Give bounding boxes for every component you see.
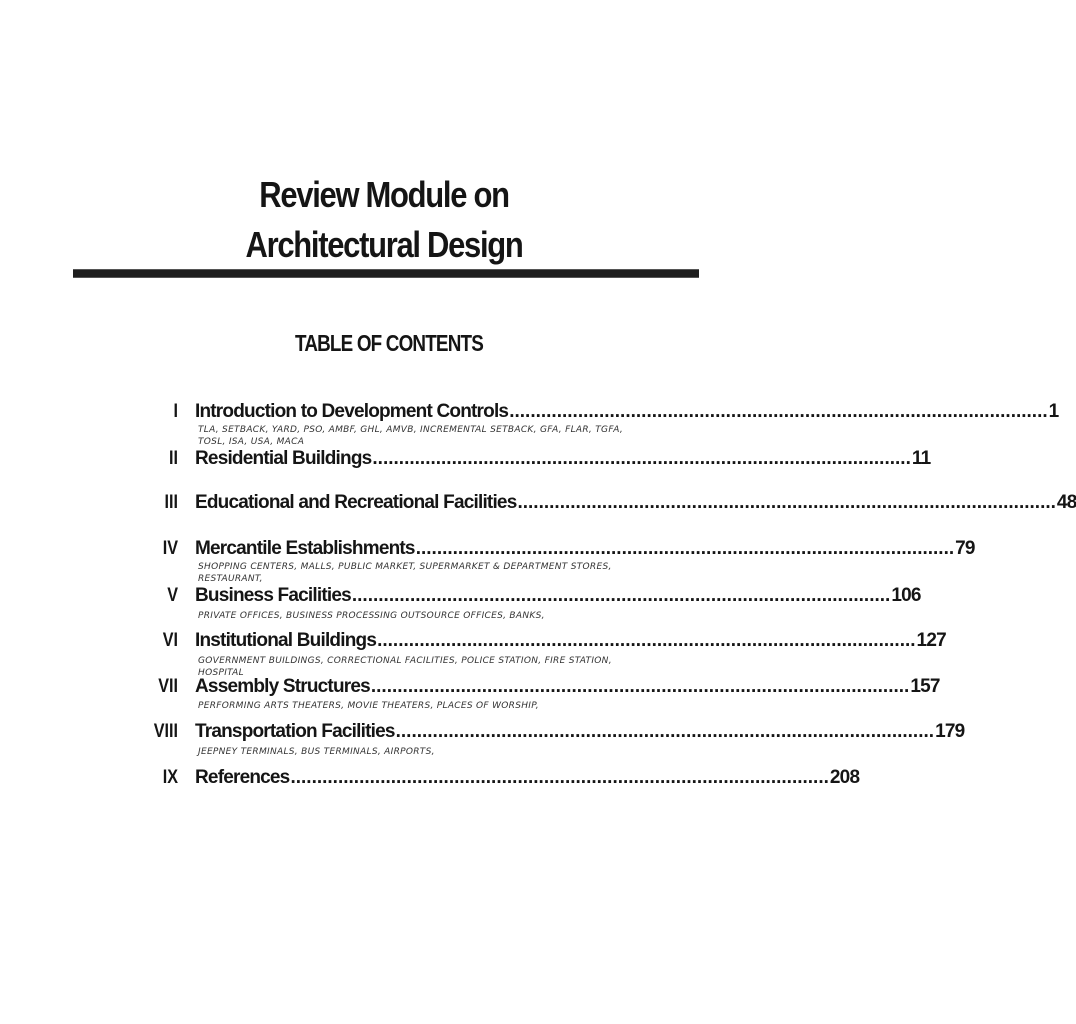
dot-leader: ...................................................................................................... [395, 721, 935, 742]
dot-leader: ...................................................................................................... [509, 401, 1048, 422]
toc-entry-line [195, 630, 946, 652]
handwritten-note: JEEPNEY TERMINALS, BUS TERMINALS, AIRPORTS, [198, 747, 435, 757]
dot-leader: ...................................................................................................... [415, 538, 955, 559]
toc-entry-9 [0, 767, 860, 797]
handwritten-note: GOVERNMENT BUILDINGS, CORRECTIONAL FACILITIES, POLICE STATION, FIRE STATION, [198, 656, 612, 666]
toc-numeral: V [167, 585, 178, 606]
toc-title: Business Facilities [195, 585, 351, 606]
dot-leader: ...................................................................................................... [290, 767, 829, 788]
toc-entry-line [195, 585, 921, 607]
toc-numeral: IX [162, 767, 178, 788]
toc-entry-line [195, 721, 965, 743]
toc-entry-2 [0, 448, 931, 478]
toc-page: 106 [891, 585, 921, 606]
toc-page: 11 [911, 448, 931, 469]
toc-entry-line [195, 676, 940, 698]
toc-title: Mercantile Establishments [195, 538, 415, 559]
toc-numeral: I [173, 401, 178, 422]
dot-leader: ...................................................................................................... [372, 448, 911, 469]
handwritten-note: SHOPPING CENTERS, MALLS, PUBLIC MARKET, SUPERMARKET & DEPARTMENT STORES, [198, 562, 612, 572]
toc-title: References [195, 767, 290, 788]
handwritten-note: PERFORMING ARTS THEATERS, MOVIE THEATERS, PLACES OF WORSHIP, [198, 701, 539, 711]
toc-title: Transportation Facilities [195, 721, 395, 742]
handwritten-note: RESTAURANT, [198, 574, 263, 584]
toc-numeral: II [169, 448, 178, 469]
handwritten-note: HOSPITAL [198, 668, 244, 678]
toc-entry-line [195, 538, 975, 560]
toc-numeral: VII [158, 676, 178, 697]
toc-numeral: VIII [153, 721, 178, 742]
title-line-1: Review Module on [259, 174, 509, 215]
toc-title: Introduction to Development Controls [195, 401, 509, 422]
toc-entry-line [195, 448, 931, 470]
document-title [0, 170, 768, 270]
toc-page: 127 [916, 630, 946, 651]
dot-leader: ...................................................................................................... [517, 492, 1056, 513]
toc-entry-line [195, 401, 1059, 423]
toc-title: Assembly Structures [195, 676, 370, 697]
toc-page: 208 [829, 767, 860, 788]
toc-entry-3 [0, 492, 1076, 522]
toc-page: 48 [1056, 492, 1076, 513]
toc-page: 157 [910, 676, 940, 697]
toc-page: 179 [935, 721, 965, 742]
handwritten-note: TLA, SETBACK, YARD, PSO, AMBF, GHL, AMVB, INCREMENTAL SETBACK, GFA, FLAR, TGFA, [198, 425, 624, 435]
dot-leader: ...................................................................................................... [351, 585, 891, 606]
toc-page: 1 [1048, 401, 1059, 422]
toc-entry-line [195, 492, 1076, 514]
handwritten-note: TOSL, ISA, USA, MACA [198, 437, 305, 447]
toc-title: Educational and Recreational Facilities [195, 492, 517, 513]
toc-numeral: VI [162, 630, 178, 651]
handwritten-note: PRIVATE OFFICES, BUSINESS PROCESSING OUTSOURCE OFFICES, BANKS, [198, 611, 545, 621]
title-divider [73, 269, 699, 278]
toc-numeral: III [164, 492, 178, 513]
toc-entry-line [195, 767, 860, 789]
toc-page: 79 [955, 538, 975, 559]
dot-leader: ...................................................................................................... [377, 630, 916, 651]
dot-leader: ...................................................................................................... [370, 676, 910, 697]
toc-title: Institutional Buildings [195, 630, 377, 651]
toc-heading: TABLE OF CONTENTS [295, 330, 483, 356]
toc-numeral: IV [162, 538, 178, 559]
toc-title: Residential Buildings [195, 448, 372, 469]
title-line-2: Architectural Design [245, 224, 523, 265]
